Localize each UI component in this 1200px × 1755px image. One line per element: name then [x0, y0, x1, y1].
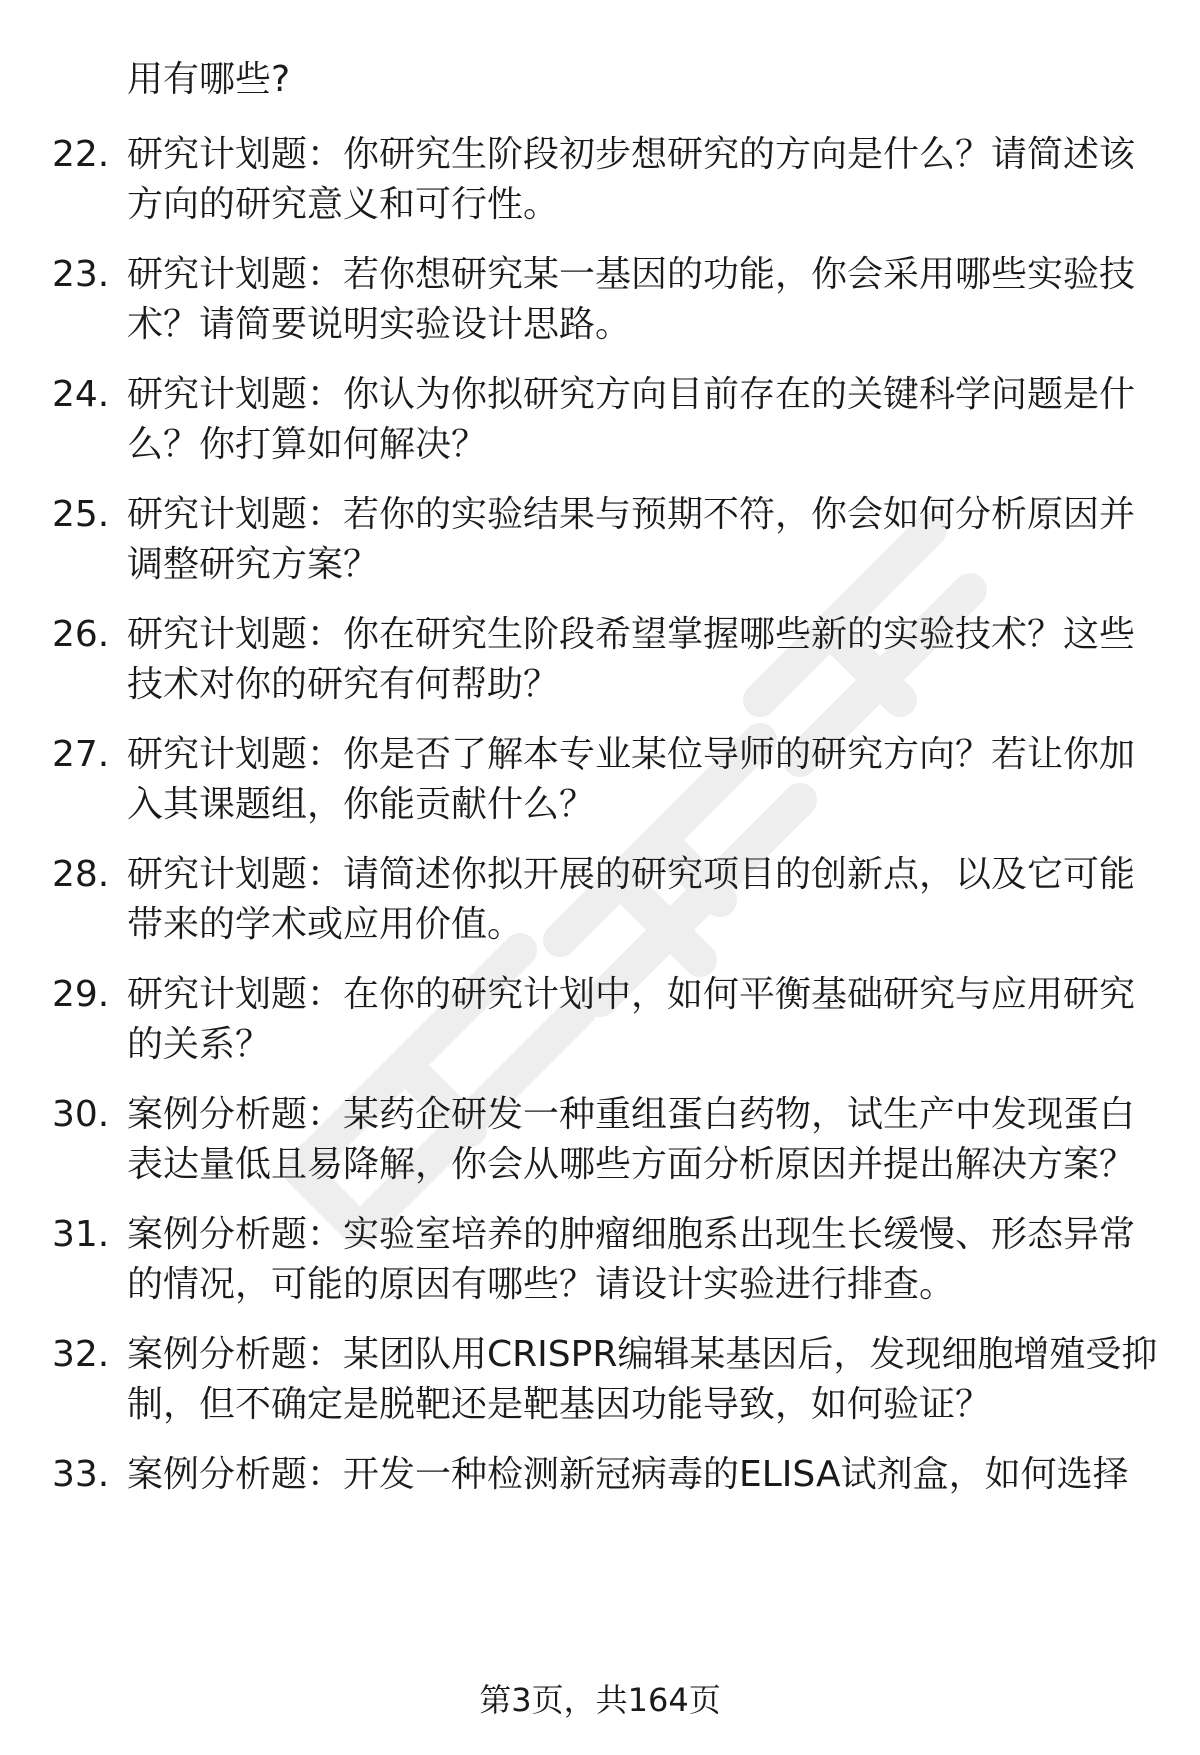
page-footer: 第3页，共164页	[479, 1681, 721, 1719]
question-line: 制，但不确定是脱靶还是靶基因功能导致，如何验证？	[127, 1384, 992, 1425]
question-line: 研究计划题：在你的研究计划中，如何平衡基础研究与应用研究	[127, 974, 1136, 1015]
question-line: 方向的研究意义和可行性。	[127, 184, 560, 225]
question-text	[127, 490, 1157, 590]
question-text	[127, 610, 1157, 710]
question-text	[127, 850, 1157, 950]
question-text	[127, 970, 1157, 1070]
question-line: 的情况，可能的原因有哪些？请设计实验进行排查。	[127, 1264, 956, 1305]
question-number: 31.	[52, 1214, 110, 1255]
question-line: 案例分析题：实验室培养的肿瘤细胞系出现生长缓慢、形态异常	[127, 1214, 1136, 1255]
question-line: 研究计划题：请简述你拟开展的研究项目的创新点，以及它可能	[127, 854, 1136, 895]
question-line: 的关系？	[127, 1024, 272, 1065]
question-line: 案例分析题：某药企研发一种重组蛋白药物，试生产中发现蛋白	[127, 1094, 1136, 1135]
question-text	[127, 370, 1157, 470]
question-line: 表达量低且易降解，你会从哪些方面分析原因并提出解决方案？	[127, 1144, 1136, 1185]
question-text	[127, 1210, 1157, 1310]
question-number: 25.	[52, 494, 110, 535]
question-number: 32.	[52, 1334, 110, 1375]
continuation-text: 用有哪些?	[127, 59, 291, 100]
question-text	[127, 1090, 1157, 1190]
question-text	[127, 130, 1157, 230]
question-text	[127, 1330, 1157, 1430]
question-line: 研究计划题：若你想研究某一基因的功能，你会采用哪些实验技	[127, 254, 1136, 295]
question-line: 调整研究方案？	[127, 544, 380, 585]
question-number: 28.	[52, 854, 110, 895]
question-text	[127, 1450, 1157, 1500]
question-line: 么？你打算如何解决？	[127, 424, 488, 465]
question-number: 30.	[52, 1094, 110, 1135]
question-number: 26.	[52, 614, 110, 655]
question-number: 29.	[52, 974, 110, 1015]
question-line: 术？请简要说明实验设计思路。	[127, 304, 632, 345]
question-line: 入其课题组，你能贡献什么？	[127, 784, 596, 825]
question-line: 带来的学术或应用价值。	[127, 904, 524, 945]
question-line: 研究计划题：你是否了解本专业某位导师的研究方向？若让你加	[127, 734, 1136, 775]
question-number: 27.	[52, 734, 110, 775]
question-number: 24.	[52, 374, 110, 415]
question-line: 案例分析题：开发一种检测新冠病毒的ELISA试剂盒，如何选择	[127, 1454, 1129, 1495]
question-line: 案例分析题：某团队用CRISPR编辑某基因后，发现细胞增殖受抑	[127, 1334, 1158, 1375]
question-text	[127, 730, 1157, 830]
question-number: 22.	[52, 134, 110, 175]
question-number: 33.	[52, 1454, 110, 1495]
question-text	[127, 250, 1157, 350]
question-line: 研究计划题：你在研究生阶段希望掌握哪些新的实验技术？这些	[127, 614, 1136, 655]
question-line: 研究计划题：你研究生阶段初步想研究的方向是什么？请简述该	[127, 134, 1136, 175]
question-line: 研究计划题：你认为你拟研究方向目前存在的关键科学问题是什	[127, 374, 1136, 415]
question-number: 23.	[52, 254, 110, 295]
question-line: 研究计划题：若你的实验结果与预期不符，你会如何分析原因并	[127, 494, 1136, 535]
question-line: 技术对你的研究有何帮助？	[127, 664, 560, 705]
